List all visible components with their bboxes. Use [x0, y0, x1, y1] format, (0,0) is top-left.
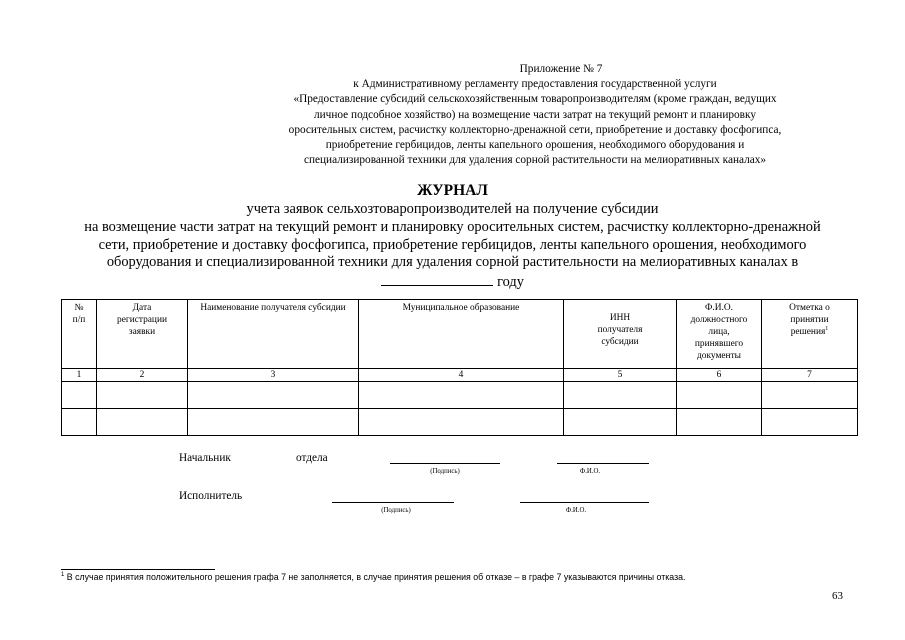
journal-line: учета заявок сельхозтоваропроизводителей на получение субсидии	[246, 201, 659, 217]
appendix-line: личное подсобное хозяйство) на возмещение части затрат на текущий ремонт и планировку	[313, 108, 756, 121]
footnote-number: 1	[61, 572, 65, 579]
column-number: 5	[564, 369, 677, 382]
page-number: 63	[832, 590, 843, 602]
journal-line: сети, приобретение и доставку фосфогипса, приобретение гербицидов, ленты капельного орошения, необходимого	[98, 236, 807, 253]
chief-name-line[interactable]	[557, 463, 649, 464]
col-header-official	[677, 300, 762, 369]
table-cell[interactable]	[564, 382, 677, 409]
journal-year-line	[40, 272, 865, 292]
chief-signature-caption: (Подпись)	[430, 468, 460, 475]
journal-line: оборудования и специализированной техники для удаления сорной растительности на мелиоративных каналах в	[106, 254, 799, 271]
column-number: 7	[762, 369, 858, 382]
col-header-recipient	[188, 300, 359, 369]
table-cell[interactable]	[97, 382, 188, 409]
footnote-separator	[61, 569, 215, 570]
column-number-row	[62, 369, 858, 382]
col-header-text: Отметка о принятии решения	[789, 303, 830, 337]
appendix-line: к Административному регламенту предоставления государственной услуги	[353, 78, 717, 91]
footnote-text: В случае принятия положительного решения графа 7 не заполняется, в случае принятия решения об отказе – в графе 7 указываются причины отказа.	[64, 572, 686, 582]
col-header-text: Дата регистрации заявки	[117, 303, 167, 337]
appendix-line: приобретение гербицидов, ленты капельного орошения, необходимого оборудования и	[325, 139, 745, 152]
table-cell[interactable]	[762, 409, 858, 436]
column-number: 2	[97, 369, 188, 382]
chief-name-caption: Ф.И.О.	[579, 468, 601, 475]
footnote	[61, 572, 685, 582]
column-number: 1	[62, 369, 97, 382]
table-cell[interactable]	[188, 409, 359, 436]
table-cell[interactable]	[677, 409, 762, 436]
executor-label: Исполнитель	[179, 490, 243, 502]
journal-description	[40, 201, 865, 292]
col-header-text: Муниципальное образование	[402, 303, 520, 313]
appendix-title: Приложение № 7	[519, 63, 603, 75]
table-cell[interactable]	[97, 409, 188, 436]
col-header-text: Наименование получателя субсидии	[200, 303, 346, 313]
appendix-header	[230, 62, 840, 168]
table-cell[interactable]	[564, 409, 677, 436]
journal-line: на возмещение части затрат на текущий ремонт и планировку оросительных систем, расчистку коллекторно-дренажной	[84, 218, 821, 235]
executor-signature-caption: (Подпись)	[381, 507, 411, 514]
chief-label: Начальник	[179, 452, 231, 464]
col-header-number	[62, 300, 97, 369]
col-header-municipality	[359, 300, 564, 369]
table-cell[interactable]	[359, 382, 564, 409]
table-cell[interactable]	[62, 382, 97, 409]
col-header-date	[97, 300, 188, 369]
appendix-line: оросительных систем, расчистку коллекторно-дренажной сети, приобретение и доставку фосфогипса,	[288, 123, 782, 136]
table-cell[interactable]	[762, 382, 858, 409]
table-row	[62, 382, 858, 409]
column-number: 3	[188, 369, 359, 382]
appendix-line: специализированной техники для удаления сорной растительности на мелиоративных каналах»	[303, 154, 767, 167]
journal-table	[61, 299, 858, 436]
col-header-text: Ф.И.О. должностного лица, принявшего документы	[690, 303, 748, 361]
table-header-row	[62, 300, 858, 369]
footnote-mark: 1	[825, 325, 829, 332]
executor-name-line[interactable]	[520, 502, 649, 503]
table-cell[interactable]	[188, 382, 359, 409]
col-header-text: ИНН получателя субсидии	[597, 313, 643, 347]
col-header-text: № п/п	[72, 303, 86, 325]
column-number: 6	[677, 369, 762, 382]
executor-signature-line[interactable]	[332, 502, 454, 503]
appendix-line: «Предоставление субсидий сельскохозяйственным товаропроизводителям (кроме граждан, ведущих	[293, 93, 777, 106]
executor-name-caption: Ф.И.О.	[565, 507, 587, 514]
col-header-decision	[762, 300, 858, 369]
year-blank-field[interactable]	[381, 272, 493, 286]
chief-department-label: отдела	[296, 452, 328, 464]
journal-title: ЖУРНАЛ	[417, 182, 488, 199]
column-number: 4	[359, 369, 564, 382]
year-suffix: году	[497, 274, 524, 291]
chief-signature-line[interactable]	[390, 463, 500, 464]
table-cell[interactable]	[62, 409, 97, 436]
table-cell[interactable]	[359, 409, 564, 436]
col-header-inn	[564, 300, 677, 369]
table-cell[interactable]	[677, 382, 762, 409]
table-row	[62, 409, 858, 436]
